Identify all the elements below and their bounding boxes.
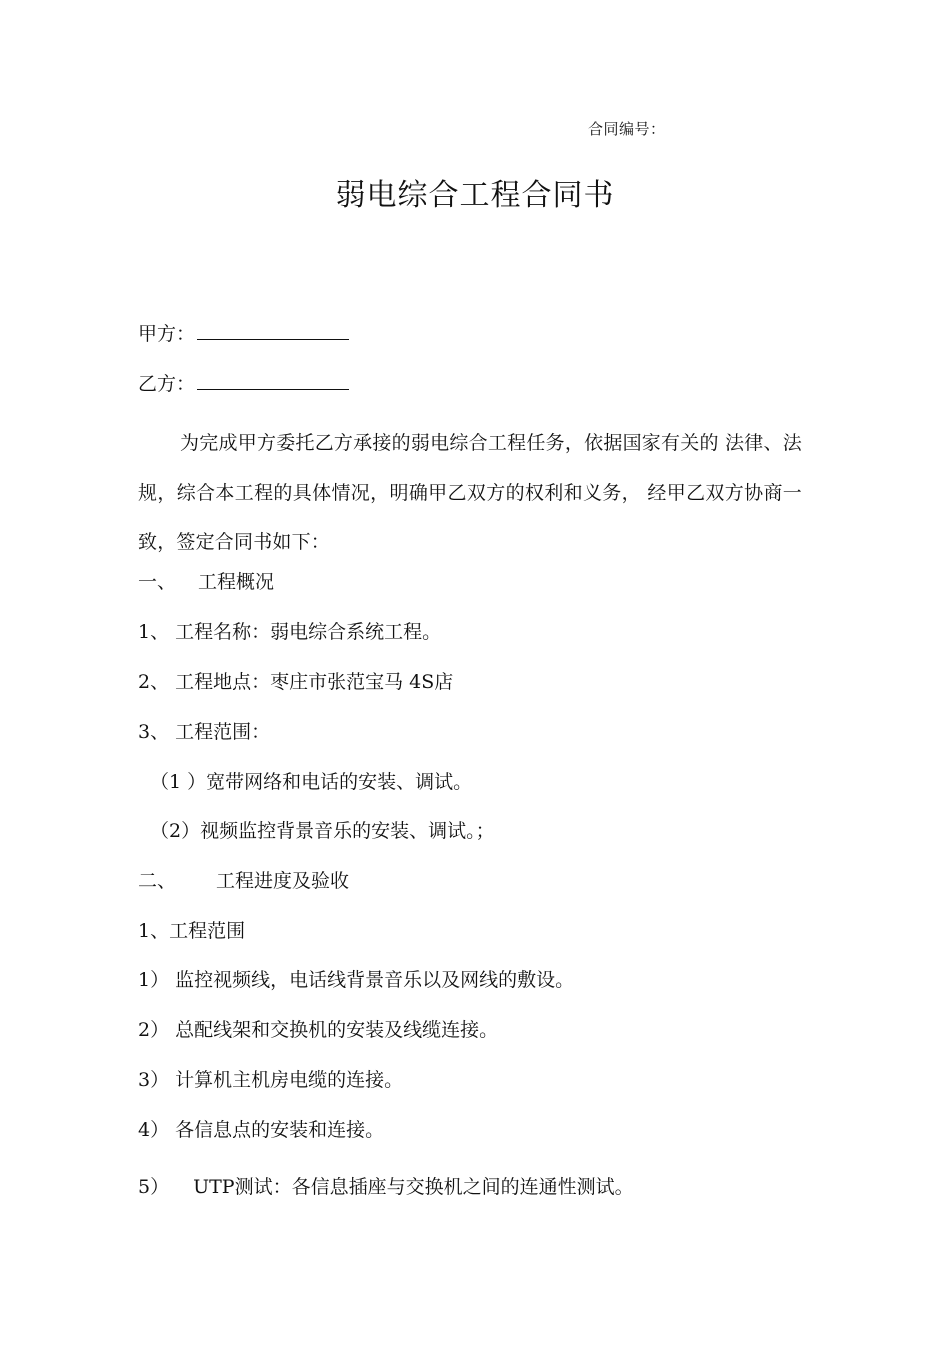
party-b-line xyxy=(138,371,349,397)
party-b-blank xyxy=(197,371,349,390)
section1-title: 工程概况 xyxy=(198,571,275,593)
party-a-label: 甲方： xyxy=(138,323,196,345)
intro-paragraph: 为完成甲方委托乙方承接的弱电综合工程任务，依据国家有关的 法律、法规，综合本工程的具体情况，明确甲乙双方的权利和义务， 经甲乙双方协商一致，签定合同书如下： xyxy=(138,432,802,553)
section2-number: 二、 xyxy=(138,870,177,892)
section1-number: 一、 xyxy=(138,571,177,593)
item5-text: UTP测试：各信息插座与交换机之间的连通性测试。 xyxy=(193,1176,634,1198)
section2-heading xyxy=(138,868,349,894)
scope-item: （2）视频监控背景音乐的安装、调试。； xyxy=(150,820,495,842)
party-a-line xyxy=(138,321,349,347)
contract-number-label: 合同编号： xyxy=(588,120,666,138)
section2-subheading: 1、工程范围 xyxy=(138,920,246,942)
scope-item: （1 ）宽带网络和电话的安装、调试。 xyxy=(150,771,473,793)
list-item: 1） 监控视频线，电话线背景音乐以及网线的敷设。 xyxy=(138,969,575,991)
section1-heading xyxy=(138,569,274,595)
list-item: 3） 计算机主机房电缆的连接。 xyxy=(138,1069,404,1091)
item5-number: 5） xyxy=(138,1176,170,1198)
page-title: 弱电综合工程合同书 xyxy=(335,178,615,213)
list-item: 4） 各信息点的安装和连接。 xyxy=(138,1119,385,1141)
party-b-label: 乙方： xyxy=(138,373,196,395)
section2-title: 工程进度及验收 xyxy=(216,870,350,892)
list-item: 3、 工程范围： xyxy=(138,721,271,743)
party-a-blank xyxy=(197,321,349,340)
list-item: 2） 总配线架和交换机的安装及线缆连接。 xyxy=(138,1019,499,1041)
list-item-5 xyxy=(138,1174,634,1200)
list-item: 2、 工程地点：枣庄市张范宝马 4S店 xyxy=(138,671,454,693)
list-item: 1、 工程名称：弱电综合系统工程。 xyxy=(138,621,442,643)
